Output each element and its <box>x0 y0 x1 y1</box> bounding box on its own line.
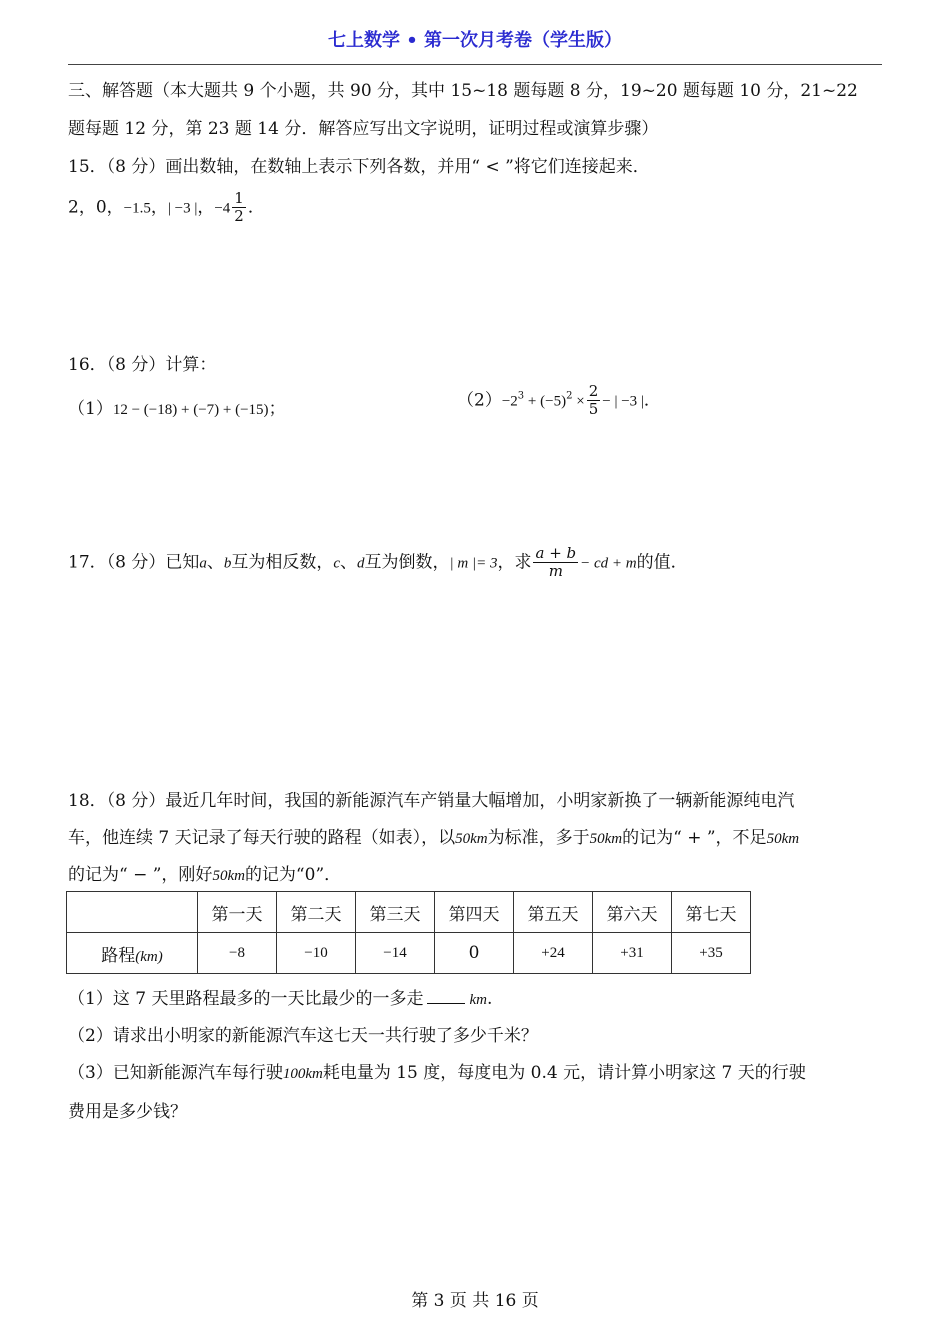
q17-var-b: b <box>223 555 232 572</box>
q16-p2-exp-b: 2 <box>566 390 573 402</box>
q15-num-3-whole: −4 <box>214 200 231 217</box>
q17-text-5: 互为倒数， <box>364 552 450 573</box>
row-label-text: 路程 <box>101 945 136 966</box>
q16-p2-term-d: − | −3 | <box>602 393 644 410</box>
table-header-cell: 第七天 <box>672 892 751 933</box>
q18-l2-f: 50km <box>766 831 800 847</box>
q16-p2-exp-a: 3 <box>517 390 525 402</box>
q15-nums-prefix: 2，0， <box>68 197 124 218</box>
q16-p1-expression: 12 − (−18) + (−7) + (−15) <box>112 402 269 418</box>
q18-sub-3-cont: 费用是多少钱？ <box>68 1102 187 1122</box>
table-header-cell: 第三天 <box>356 892 435 933</box>
q17-abs-m: | m |= 3 <box>449 555 498 572</box>
q18-distance-table <box>66 891 751 974</box>
q16-p2-times: × <box>572 393 585 410</box>
table-cell: 0 <box>435 933 514 974</box>
q16-part-1 <box>68 394 286 419</box>
q15-num-1: −1.5 <box>123 200 151 217</box>
q18-l3-a: 的记为“ − ”，刚好 <box>68 865 213 885</box>
q16-p2-label: （2） <box>457 390 502 411</box>
q15-numbers <box>68 190 265 226</box>
q17-text-3: 互为相反数， <box>231 552 334 573</box>
q18-l2-b: 50km <box>455 831 488 847</box>
table-header-cell: 第二天 <box>277 892 356 933</box>
q16-p2-term-a: −2 <box>501 393 518 410</box>
q18-line-3 <box>68 860 341 885</box>
q15-end: ． <box>247 197 265 218</box>
q18-sub-3 <box>68 1058 806 1083</box>
table-cell: +24 <box>514 933 593 974</box>
table-cell: +31 <box>593 933 672 974</box>
q17-var-d: d <box>357 555 365 572</box>
q18-l2-c: 为标准，多于 <box>487 828 590 848</box>
q17-frac-denominator: m <box>548 562 563 581</box>
q17-text-2: 、 <box>206 552 224 573</box>
q18-s1-end: . <box>486 989 493 1009</box>
q17-text-6: ，求 <box>497 552 532 573</box>
table-row <box>67 933 751 974</box>
q15-num-3-fraction <box>232 190 246 226</box>
table-header-row <box>67 892 751 933</box>
section-heading-line2: 题每题 12 分，第 23 题 14 分．解答应写出文字说明，证明过程或演算步骤） <box>68 119 659 139</box>
answer-blank[interactable] <box>427 989 465 1004</box>
q16-p1-label: （1） <box>68 399 113 419</box>
table-row-label <box>67 933 198 974</box>
table-header-cell: 第五天 <box>514 892 593 933</box>
table-cell: +35 <box>672 933 751 974</box>
q18-line-2 <box>68 823 799 848</box>
q16-p2-term-b: + (−5) <box>524 393 567 410</box>
q18-s1-text: （1）这 7 天里路程最多的一天比最少的一多走 <box>68 989 424 1009</box>
q15-sep-2: ， <box>197 197 215 218</box>
q15-sep-1: ， <box>150 197 168 218</box>
table-header-cell: 第六天 <box>593 892 672 933</box>
q18-s3-b: 100km <box>282 1066 323 1082</box>
q17-var-a: a <box>199 555 207 572</box>
q17-text-4: 、 <box>340 552 358 573</box>
q16-stem: 16．（8 分）计算： <box>68 355 217 375</box>
table-cell: −14 <box>356 933 435 974</box>
q18-l3-b: 50km <box>212 868 245 884</box>
q15-num-2: | −3 | <box>167 200 198 217</box>
section-heading-line1: 三、解答题（本大题共 9 个小题，共 90 分，其中 15~18 题每题 8 分，19~20 题每题 10 分，21~22 <box>68 81 858 101</box>
q17-frac-numerator: a + b <box>535 544 577 562</box>
table-header-cell: 第一天 <box>198 892 277 933</box>
row-label-unit: (km) <box>135 948 163 965</box>
table-header-cell-empty <box>67 892 198 933</box>
q16-p2-frac-numerator: 2 <box>588 382 599 400</box>
q18-line-1: 18．（8 分）最近几年时间，我国的新能源汽车产销量大幅增加，小明家新换了一辆新能源纯电汽 <box>68 791 795 811</box>
table-header-cell: 第四天 <box>435 892 514 933</box>
q16-p2-fraction <box>587 383 601 419</box>
q17-var-c: c <box>333 555 341 572</box>
q18-l2-e: 的记为“ + ”，不足 <box>622 828 767 848</box>
q15-frac-numerator: 1 <box>234 189 244 207</box>
q16-part-2 <box>457 383 661 419</box>
q18-sub-2: （2）请求出小明家的新能源汽车这七天一共行驶了多少千米？ <box>68 1026 538 1046</box>
q16-p1-end: ； <box>268 399 286 419</box>
q18-s3-a: （3）已知新能源汽车每行驶 <box>68 1063 283 1083</box>
q15-frac-denominator: 2 <box>234 207 244 226</box>
q18-s1-unit: km <box>469 992 487 1008</box>
q15-stem: 15．（8 分）画出数轴，在数轴上表示下列各数，并用“ < ”将它们连接起来． <box>68 157 650 177</box>
q18-l2-d: 50km <box>589 831 623 847</box>
q17-tail-expression: − cd + m <box>580 555 637 572</box>
q16-p2-end: ． <box>643 390 661 411</box>
table-cell: −8 <box>198 933 277 974</box>
page-header-title: 七上数学 • 第一次月考卷（学生版） <box>327 30 623 51</box>
q18-l2-a: 车，他连续 7 天记录了每天行驶的路程（如表），以 <box>68 828 456 848</box>
q18-s3-c: 耗电量为 15 度，每度电为 0.4 元，请计算小明家这 7 天的行驶 <box>322 1063 806 1083</box>
q18-l3-c: 的记为“0”． <box>244 865 342 885</box>
q17-fraction <box>533 545 578 581</box>
page-footer: 第 3 页 共 16 页 <box>411 1291 539 1311</box>
q17-text-7: 的值． <box>636 552 688 573</box>
header-divider <box>68 64 882 65</box>
q18-sub-1 <box>68 984 492 1009</box>
q16-p2-frac-denominator: 5 <box>588 400 599 419</box>
table-cell: −10 <box>277 933 356 974</box>
q17-line <box>68 545 688 581</box>
q17-text-1: 17．（8 分）已知 <box>68 552 200 573</box>
